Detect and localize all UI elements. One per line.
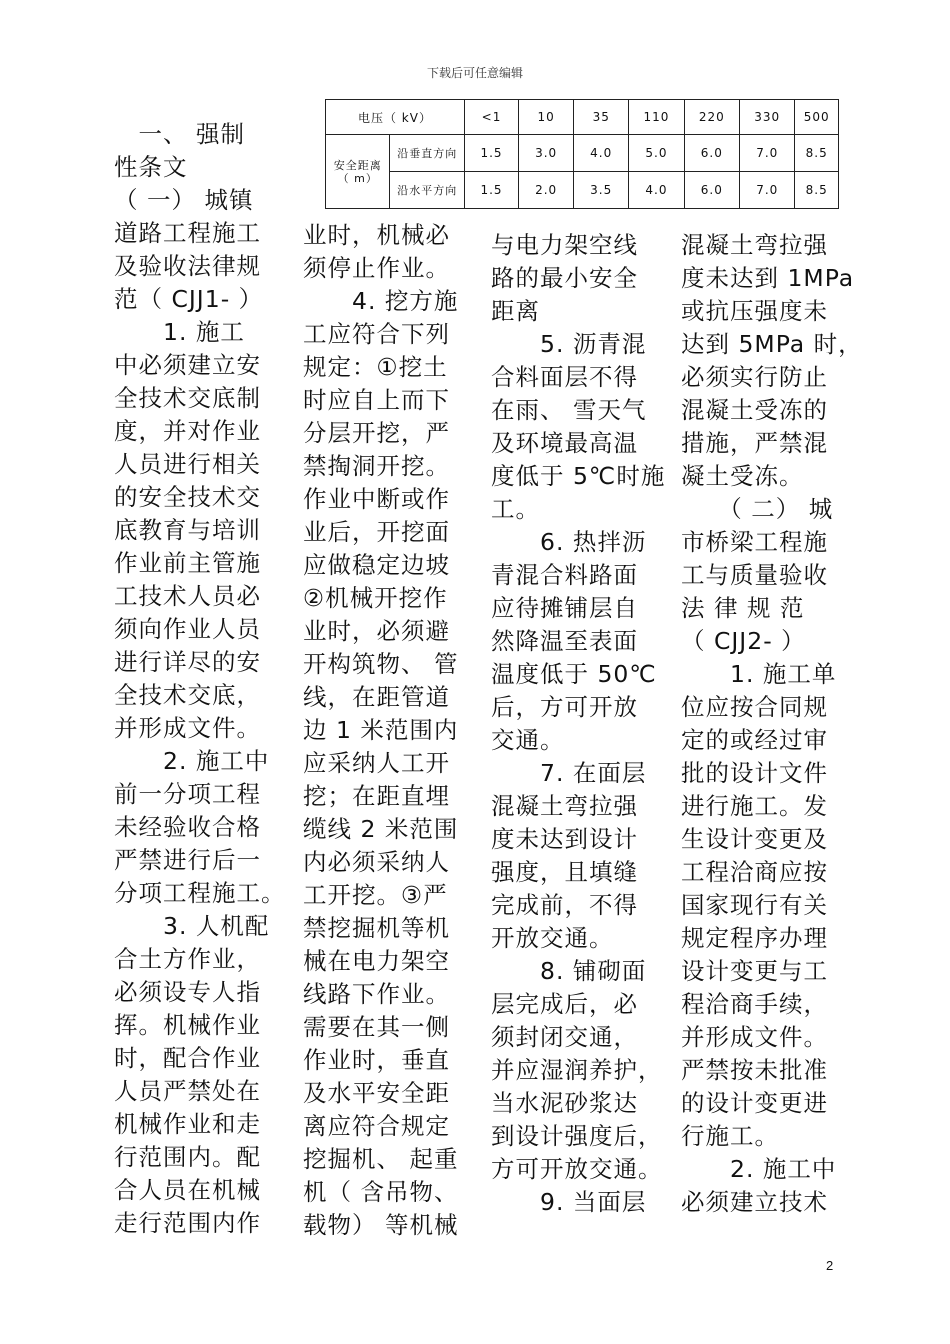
text-column-2 [303, 219, 463, 1242]
text-line: 批的设计文件 [681, 759, 828, 787]
text-line: 然降温至表面 [491, 627, 638, 655]
text-line: 业后，开挖面 [303, 518, 450, 546]
text-line: ②机械开挖作 [303, 584, 448, 612]
text-line: 性条文 [114, 153, 188, 181]
text-line: 机械作业和走 [114, 1110, 261, 1138]
text-line: 规定程序办理 [681, 924, 828, 952]
text-line: 时应自上而下 [303, 386, 450, 414]
text-line: 业时，机械必 [303, 221, 450, 249]
text-line: 位应按合同规 [681, 693, 828, 721]
text-line: 完成前，不得 [491, 891, 638, 919]
text-line: 禁挖掘机等机 [303, 914, 450, 942]
text-line: 路的最小安全 [491, 264, 638, 292]
text-line: 7. 在面层 [491, 759, 647, 787]
text-line: 走行范围内作 [114, 1209, 261, 1237]
text-line: （ 一） 城镇 [114, 186, 254, 214]
voltage-label-cell: 电压（ kV） [326, 100, 465, 135]
text-line: 业时，必须避 [303, 617, 450, 645]
text-line: 混凝土受冻的 [681, 396, 828, 424]
text-line: 工开挖。③严 [303, 881, 448, 909]
text-line: 必须建立技术 [681, 1188, 828, 1216]
text-line: 混凝土弯拉强 [681, 231, 828, 259]
text-line: 当水泥砂浆达 [491, 1089, 638, 1117]
table-cell: 330 [740, 100, 795, 135]
table-cell: 1.5 [464, 135, 518, 172]
text-line: 全技术交底， [114, 681, 261, 709]
text-line: 线路下作业。 [303, 980, 450, 1008]
text-line: 须封闭交通， [491, 1023, 638, 1051]
text-line: 到设计强度后， [491, 1122, 663, 1150]
text-line: 在雨、 雪天气 [491, 396, 647, 424]
text-line: 工。 [491, 495, 540, 523]
text-line: 并应湿润养护， [491, 1056, 663, 1084]
page-header: 下载后可任意编辑 [426, 66, 523, 80]
text-line: 国家现行有关 [681, 891, 828, 919]
safety-distance-table [325, 99, 839, 209]
text-line: 机（ 含吊物、 [303, 1178, 459, 1206]
text-line: 工程洽商应按 [681, 858, 828, 886]
text-line: 工应符合下列 [303, 320, 450, 348]
table-cell: 500 [795, 100, 839, 135]
text-line: 6. 热拌沥 [491, 528, 647, 556]
text-line: 进行详尽的安 [114, 648, 261, 676]
text-line: 中必须建立安 [114, 351, 261, 379]
text-line: 并形成文件。 [114, 714, 261, 742]
text-line: 达到 5MPa 时， [681, 330, 863, 358]
text-line: 后，方可开放 [491, 693, 638, 721]
text-line: 1. 施工单 [681, 660, 837, 688]
text-line: 距离 [491, 297, 540, 325]
table-cell: 7.0 [740, 135, 795, 172]
text-line: 作业中断或作 [303, 485, 450, 513]
text-line: 应待摊铺层自 [491, 594, 638, 622]
text-line: 严禁按未批准 [681, 1056, 828, 1084]
text-line: 度未达到 1MPa [681, 264, 855, 292]
text-line: 挥。机械作业 [114, 1011, 261, 1039]
text-line: 分层开挖，严 [303, 419, 450, 447]
text-line: 必须设专人指 [114, 978, 261, 1006]
text-line: 范（ CJJ1- ） [114, 285, 264, 313]
text-line: 严禁进行后一 [114, 846, 261, 874]
text-line: 程洽商手续， [681, 990, 828, 1018]
text-line: 2. 施工中 [114, 747, 270, 775]
table-cell: 6.0 [684, 172, 739, 209]
vertical-direction-label: 沿垂直方向 [390, 135, 464, 172]
text-line: 人员严禁处在 [114, 1077, 261, 1105]
text-line: 的安全技术交 [114, 483, 261, 511]
text-line: 及验收法律规 [114, 252, 261, 280]
text-line: 合人员在机械 [114, 1176, 261, 1204]
text-line: 底教育与培训 [114, 516, 261, 544]
text-line: 道路工程施工 [114, 219, 261, 247]
text-line: 强度，且填缝 [491, 858, 638, 886]
text-line: 8. 铺砌面 [491, 957, 647, 985]
text-line: 1. 施工 [114, 318, 245, 346]
table-cell: 5.0 [629, 135, 684, 172]
text-line: 或抗压强度未 [681, 297, 828, 325]
text-line: 工技术人员必 [114, 582, 261, 610]
text-line: 必须实行防止 [681, 363, 828, 391]
text-line: 法 律 规 范 [681, 594, 805, 622]
table-cell: 4.0 [629, 172, 684, 209]
text-line: 及水平安全距 [303, 1079, 450, 1107]
text-line: 缆线 2 米范围 [303, 815, 459, 843]
text-line: 前一分项工程 [114, 780, 261, 808]
text-line: 的设计变更进 [681, 1089, 828, 1117]
text-line: 载物） 等机械 [303, 1211, 459, 1239]
text-line: 并形成文件。 [681, 1023, 828, 1051]
text-line: 全技术交底制 [114, 384, 261, 412]
text-line: 9. 当面层 [491, 1188, 647, 1216]
table-row-voltage [326, 100, 839, 135]
text-line: 混凝土弯拉强 [491, 792, 638, 820]
table-row-horizontal [326, 172, 839, 209]
text-line: 离应符合规定 [303, 1112, 450, 1140]
page-number: 2 [826, 1258, 834, 1273]
text-line: 方可开放交通。 [491, 1155, 663, 1183]
text-line: 2. 施工中 [681, 1155, 837, 1183]
text-line: 作业时，垂直 [303, 1046, 450, 1074]
text-line: 边 1 米范围内 [303, 716, 459, 744]
text-line: 应做稳定边坡 [303, 551, 450, 579]
text-line: 开构筑物、 管 [303, 650, 459, 678]
table-cell: 35 [574, 100, 629, 135]
text-line: 交通。 [491, 726, 565, 754]
text-line: 时，配合作业 [114, 1044, 261, 1072]
table-cell: 3.0 [519, 135, 574, 172]
text-line: 需要在其一侧 [303, 1013, 450, 1041]
text-line: 进行施工。发 [681, 792, 828, 820]
text-line: 内必须采纳人 [303, 848, 450, 876]
text-line: 凝土受冻。 [681, 462, 804, 490]
text-line: 人员进行相关 [114, 450, 261, 478]
text-line: 工与质量验收 [681, 561, 828, 589]
text-line: 作业前主管施 [114, 549, 261, 577]
table-row-vertical [326, 135, 839, 172]
text-line: 3. 人机配 [114, 912, 270, 940]
text-line: 未经验收合格 [114, 813, 261, 841]
text-line: 禁掏洞开挖。 [303, 452, 450, 480]
table-cell: 10 [519, 100, 574, 135]
text-line: 线，在距管道 [303, 683, 450, 711]
text-line: 挖；在距直埋 [303, 782, 450, 810]
text-line: 措施，严禁混 [681, 429, 828, 457]
table-cell: 3.5 [574, 172, 629, 209]
text-line: 与电力架空线 [491, 231, 638, 259]
table-cell: 110 [629, 100, 684, 135]
text-line: （ CJJ2- ） [681, 627, 806, 655]
text-line: 一、 强制 [114, 120, 245, 148]
text-line: 行范围内。配 [114, 1143, 261, 1171]
text-line: 青混合料路面 [491, 561, 638, 589]
text-line: 市桥梁工程施 [681, 528, 828, 556]
text-column-4 [681, 229, 863, 1219]
table-cell: 220 [684, 100, 739, 135]
text-line: 行施工。 [681, 1122, 779, 1150]
text-line: 层完成后，必 [491, 990, 638, 1018]
safety-distance-label-cell: 安全距离（ m） [326, 135, 390, 209]
text-line: 合土方作业， [114, 945, 261, 973]
text-line: 挖掘机、 起重 [303, 1145, 459, 1173]
table-cell: 2.0 [519, 172, 574, 209]
text-line: 温度低于 50℃ [491, 660, 657, 688]
text-line: 械在电力架空 [303, 947, 450, 975]
text-line: 度，并对作业 [114, 417, 261, 445]
text-column-1 [114, 118, 286, 1240]
text-line: 生设计变更及 [681, 825, 828, 853]
text-line: （ 二） 城 [681, 495, 834, 523]
text-line: 5. 沥青混 [491, 330, 647, 358]
table-cell: 8.5 [795, 135, 839, 172]
table-cell: 1.5 [464, 172, 518, 209]
text-column-3 [491, 229, 666, 1219]
table-cell: 4.0 [574, 135, 629, 172]
text-line: 规定：①挖土 [303, 353, 448, 381]
text-line: 须停止作业。 [303, 254, 450, 282]
text-line: 合料面层不得 [491, 363, 638, 391]
text-line: 及环境最高温 [491, 429, 638, 457]
table-cell: 6.0 [684, 135, 739, 172]
table-cell: 7.0 [740, 172, 795, 209]
text-line: 应采纳人工开 [303, 749, 450, 777]
text-line: 设计变更与工 [681, 957, 828, 985]
text-line: 分项工程施工。 [114, 879, 286, 907]
table-cell: 8.5 [795, 172, 839, 209]
text-line: 须向作业人员 [114, 615, 261, 643]
text-line: 定的或经过审 [681, 726, 828, 754]
text-line: 度未达到设计 [491, 825, 638, 853]
text-line: 度低于 5℃时施 [491, 462, 666, 490]
table-cell: <1 [464, 100, 518, 135]
text-line: 4. 挖方施 [303, 287, 459, 315]
text-line: 开放交通。 [491, 924, 614, 952]
horizontal-direction-label: 沿水平方向 [390, 172, 464, 209]
